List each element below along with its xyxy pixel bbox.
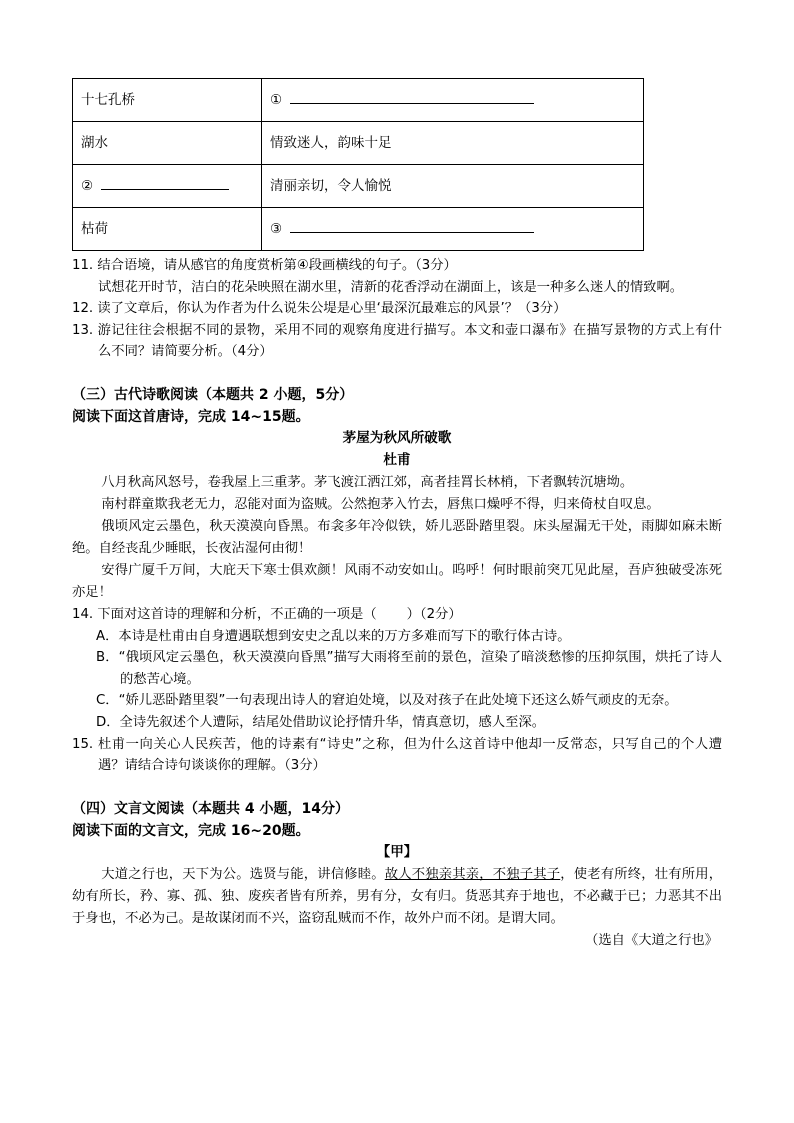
poem-line: 八月秋高风怒号，卷我屋上三重茅。茅飞渡江洒江郊，高者挂罥长林梢，下者飘转沉塘坳。	[101, 474, 634, 490]
table-cell-scenery	[73, 208, 262, 251]
spacer	[72, 363, 722, 384]
question-14-number: 14.	[72, 607, 94, 623]
option-text: “娇儿恶卧踏里裂”一句表现出诗人的窘迫处境，以及对孩子在此处境下还这么娇气顽皮的无奈。	[118, 693, 678, 709]
question-14-option-c[interactable]	[72, 690, 722, 712]
section-three-instruction: 阅读下面这首唐诗，完成 14~15题。	[72, 409, 310, 426]
cell-text: 情致迷人，韵味十足	[270, 134, 392, 151]
passage-label-jia: 【甲】	[376, 844, 418, 861]
option-letter: B．	[96, 650, 119, 666]
page-content	[72, 78, 722, 952]
question-11-text: 结合语境，请从感官的角度赏析第④段画横线的句子。（3分）	[97, 258, 457, 273]
question-13	[72, 320, 722, 363]
cell-text: 枯荷	[81, 220, 108, 237]
option-letter: A．	[96, 628, 119, 644]
question-15	[72, 734, 722, 777]
section-three-heading: （三）古代诗歌阅读（本题共 2 小题，5分）	[72, 386, 354, 403]
table-cell-scenery	[73, 122, 262, 165]
question-14-stem: 下面对这首诗的理解和分析，不正确的一项是（	[97, 607, 377, 623]
passage-part-2: ，使老有所终，壮有所用，幼有所长，矜、寡、孤、独、废疾者皆有所养，男有分，女有归。货恶其弃于地也，不必藏于已；力恶其不出于身也，不必为己。是故谋闭而不兴，盗窃乱贼而不作，故外户而不闭。是谓大同。	[72, 867, 723, 927]
table-body	[73, 79, 644, 251]
spacer	[72, 777, 722, 798]
poem-line: 安得广厦千万间，大庇天下寒士俱欢颜！风雨不动安如山。呜呼！何时眼前突兀见此屋，吾庐独破受冻死亦足！	[72, 563, 722, 601]
question-14-option-b[interactable]	[72, 647, 722, 690]
option-letter: C．	[96, 693, 119, 709]
classical-passage	[72, 864, 722, 930]
table-row	[73, 122, 644, 165]
scenery-summary-table	[72, 78, 644, 251]
question-12	[72, 298, 722, 320]
blank-marker: ②	[81, 177, 94, 194]
fill-in-blank-3[interactable]	[290, 220, 534, 233]
question-14-option-d[interactable]	[72, 712, 722, 734]
table-row	[73, 79, 644, 122]
poem-line: 南村群童欺我老无力，忍能对面为盗贼。公然抱茅入竹去，唇焦口燥呼不得，归来倚杖自叹息。	[101, 497, 660, 512]
question-13-text: 游记往往会根据不同的景物，采用不同的观察角度进行描写。本文和壶口瀑布》在描写景物的方式上有什么不同？请简要分析。（4分）	[97, 322, 722, 360]
table-cell-scenery	[73, 79, 262, 122]
blank-marker: ①	[270, 91, 283, 108]
question-14-stem-tail: ）（2分）	[406, 607, 462, 623]
question-15-text: 杜甫一向关心人民疾苦，他的诗素有“诗史”之称，但为什么这首诗中他却一反常态，只写自己的个人遭遇？请结合诗句谈谈你的理解。（3分）	[97, 736, 722, 774]
poem-title: 茅屋为秋风所破歌	[342, 430, 452, 447]
table-cell-scenery	[73, 165, 262, 208]
question-14	[72, 604, 722, 626]
section-four-heading: （四）文言文阅读（本题共 4 小题，14分）	[72, 800, 349, 817]
table-row	[73, 165, 644, 208]
passage-source: （选自《大道之行也》	[585, 933, 718, 949]
fill-in-blank-2[interactable]	[101, 177, 229, 190]
question-11-number: 11.	[72, 258, 94, 273]
fill-in-blank-1[interactable]	[290, 91, 534, 104]
blank-marker: ③	[270, 220, 283, 237]
table-cell-description	[262, 165, 644, 208]
question-11-quote: 试想花开时节，洁白的花朵映照在湖水里，清新的花香浮动在湖面上，该是一种多么迷人的情致啊。	[98, 279, 684, 295]
option-text: 本诗是杜甫由自身遭遇联想到安史之乱以来的万方多难而写下的歌行体古诗。	[118, 628, 571, 644]
poem-line: 俄顷风定云墨色，秋天漠漠向昏黑。布衾多年冷似铁，娇儿恶卧踏里裂。床头屋漏无干处，雨脚如麻未断绝。自经丧乱少睡眠，长夜沾湿何由彻！	[72, 519, 722, 557]
poem-author: 杜甫	[383, 452, 411, 469]
passage-underlined-clause: 故人不独亲其亲，不独子其子	[384, 867, 561, 883]
option-text: 全诗先叙述个人遭际，结尾处借助议论抒情升华，情真意切，感人至深。	[119, 714, 546, 730]
question-12-number: 12.	[72, 301, 94, 317]
cell-text: 十七孔桥	[81, 91, 135, 108]
table-cell-description	[262, 208, 644, 251]
question-12-text: 读了文章后，你认为作者为什么说朱公堤是心里‘最深沉最难忘的风景’？（3分）	[97, 301, 567, 317]
option-letter: D．	[96, 714, 120, 730]
question-11	[72, 255, 722, 277]
question-14-option-a[interactable]	[72, 626, 722, 648]
cell-text: 清丽亲切，令人愉悦	[270, 177, 392, 194]
question-13-number: 13.	[72, 322, 94, 338]
table-cell-description	[262, 122, 644, 165]
passage-part-1: 大道之行也，天下为公。选贤与能，讲信修睦。	[101, 867, 385, 883]
question-15-number: 15.	[72, 736, 94, 752]
option-text: “俄顷风定云墨色，秋天漠漠向昏黑”描写大雨将至前的景色，渲染了暗淡愁惨的压抑氛围，烘托了诗人的愁苦心境。	[118, 650, 722, 687]
section-four-instruction: 阅读下面的文言文，完成 16~20题。	[72, 822, 310, 839]
cell-text: 湖水	[81, 134, 108, 151]
table-cell-description	[262, 79, 644, 122]
table-row	[73, 208, 644, 251]
